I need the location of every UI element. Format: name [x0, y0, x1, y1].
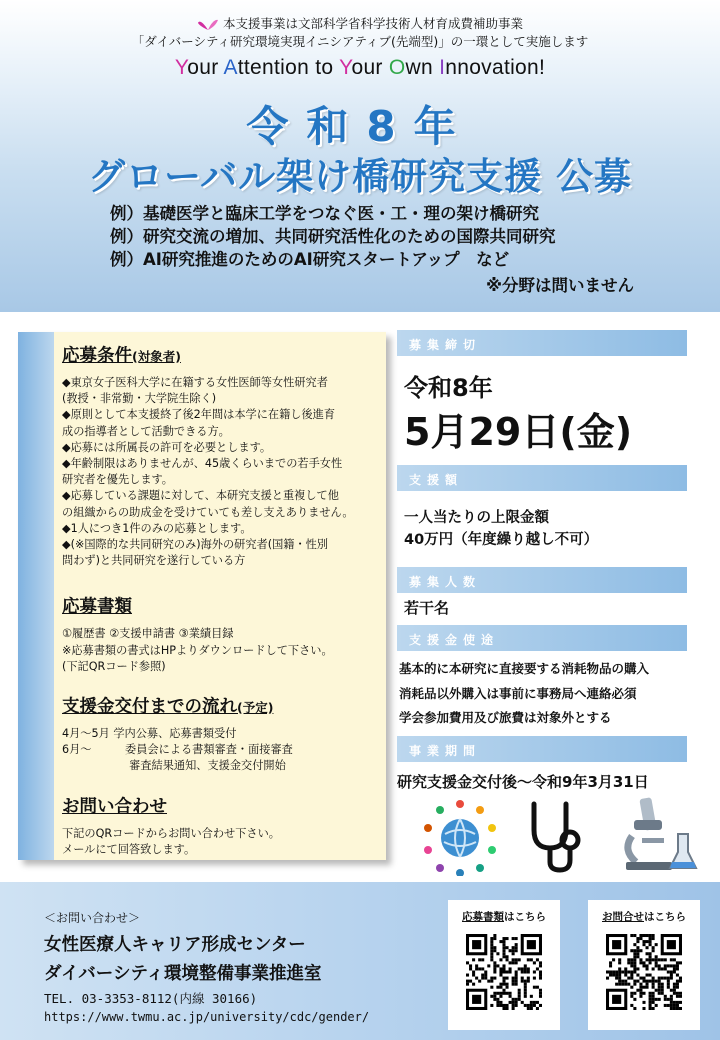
period-label: 事業期間: [397, 736, 687, 762]
deadline-year: 令和8年: [404, 374, 493, 402]
eligibility-line: 問わず)と共同研究を遂行している方: [62, 554, 246, 568]
qr-card-apply[interactable]: [448, 900, 560, 1030]
qr-apply-link[interactable]: 応募書類: [462, 911, 504, 923]
example-item: 例）AI研究推進のためのAI研究スタートアップ など: [110, 250, 510, 269]
eligibility-line: ◆東京女子医科大学に在籍する女性医師等女性研究者: [62, 376, 328, 389]
deadline-date: 5月29日(金): [404, 410, 633, 454]
page-title: グローバル架け橋研究支援 公募: [87, 155, 633, 198]
amount-text: [404, 507, 598, 551]
usage-line: 基本的に本研究に直接要する消耗物品の購入: [399, 661, 650, 676]
slogan-letter: Y: [174, 56, 188, 79]
qr-caption: [588, 909, 700, 924]
amount-label: 支援額: [397, 465, 687, 491]
microscope-icon: [612, 796, 702, 876]
slogan-text: wn: [405, 56, 440, 79]
eligibility-subtitle: (対象者): [132, 349, 181, 364]
usage-label: 支援金使途: [397, 625, 687, 651]
flow-subtitle: (予定): [237, 700, 274, 716]
eligibility-line: ◆(※国際的な共同研究のみ)海外の研究者(国籍・性別: [62, 538, 329, 552]
slogan-text: nnovation!: [445, 56, 546, 79]
footer-center-name: 女性医療人キャリア形成センター: [44, 935, 306, 955]
slogan-letter: A: [223, 56, 238, 79]
eligibility-line: の組織からの助成金を受けていても差し支えありません。: [62, 505, 354, 519]
program-line-2: 「ダイバーシティ研究環境実現イニシアティブ(先端型)」の一環として実施します: [131, 34, 589, 49]
title-year: 令和8年: [246, 102, 474, 151]
flow-line: 審査結果通知、支援金交付開始: [62, 759, 286, 773]
contact-title: お問い合わせ: [62, 796, 167, 817]
eligibility-line: ◆応募している課題に対して、本研究支援と重複して他: [62, 489, 339, 503]
slogan: [0, 56, 720, 80]
panel-accent-bar: [18, 332, 54, 860]
contact-line: 下記のQRコードからお問い合わせ下さい。: [62, 826, 280, 840]
header-banner: [0, 0, 720, 312]
footer-tel: TEL. 03-3353-8112(内線 30166): [44, 991, 258, 1006]
flow-line: 4月～5月 学内公募、応募書類受付: [62, 727, 237, 741]
recruitment-count: 若干名: [404, 599, 450, 617]
butterfly-logo-icon: [197, 18, 219, 32]
example-item: 例）研究交流の増加、共同研究活性化のための国際共同研究: [110, 227, 556, 246]
slogan-text: our: [351, 56, 389, 79]
recruitment-label: 募集人数: [397, 567, 687, 593]
period-value: 研究支援金交付後～令和9年3月31日: [397, 773, 649, 791]
documents-line: ①履歴書 ②支援申請書 ③業績目録: [62, 627, 234, 641]
qr-caption-suffix: はこちら: [504, 911, 546, 923]
qr-caption: [448, 909, 560, 924]
program-line-1: 本支援事業は文部科学省科学技術人材育成費補助事業: [222, 16, 523, 31]
usage-line: 消耗品以外購入は事前に事務局へ連絡必須: [399, 685, 637, 701]
qr-card-contact[interactable]: [588, 900, 700, 1030]
eligibility-line: 成の指導者として活動できる方。: [62, 424, 230, 438]
eligibility-line: ◆年齢制限はありませんが、45歳くらいまでの若手女性: [62, 457, 343, 471]
amount-line: 40万円（年度繰り越し不可）: [404, 532, 599, 548]
footer-office-name: ダイバーシティ環境整備事業推進室: [44, 964, 322, 984]
eligibility-line: ◆原則として本支援終了後2年間は本学に在籍し後進育: [62, 408, 336, 422]
program-statement: [0, 14, 720, 32]
contact-line: メールにて回答致します。: [62, 842, 196, 856]
eligibility-line: (教授・非常勤・大学院生除く): [62, 392, 217, 406]
stethoscope-icon: [524, 796, 584, 876]
conditions-panel: [18, 332, 386, 860]
usage-list: [399, 657, 649, 731]
illustration-row: [420, 796, 700, 876]
documents-title: 応募書類: [62, 597, 132, 618]
eligibility-line: ◆応募には所属長の許可を必要とします。: [62, 440, 272, 454]
slogan-letter: Y: [339, 56, 352, 79]
qr-code-icon[interactable]: [466, 934, 542, 1010]
flow-title-text: 支援金交付までの流れ: [62, 697, 237, 718]
documents-line: ※応募書類の書式はHPよりダウンロードして下さい。: [62, 643, 333, 657]
qr-code-icon[interactable]: [606, 934, 682, 1010]
footer-inquiry-label: ＜お問い合わせ＞: [44, 911, 141, 925]
slogan-text: ttention to: [237, 56, 340, 79]
eligibility-title-text: 応募条件: [62, 346, 132, 366]
documents-line: (下記QRコード参照): [62, 659, 166, 673]
field-note: ※分野は問いません: [485, 276, 634, 295]
usage-line: 学会参加費用及び旅費は対象外とする: [399, 710, 612, 725]
deadline-label: 募集締切: [397, 330, 687, 356]
globe-people-icon: [420, 796, 500, 876]
example-item: 例）基礎医学と臨床工学をつなぐ医・工・理の架け橋研究: [110, 204, 539, 223]
flow-title: [62, 693, 380, 718]
examples-list: [110, 202, 556, 271]
amount-line: 一人当たりの上限金額: [404, 510, 549, 526]
slogan-letter: I: [439, 56, 446, 79]
flow-line: 6月～ 委員会による書類審査・面接審査: [62, 743, 293, 757]
eligibility-line: 研究者を優先します。: [62, 473, 173, 487]
footer-url[interactable]: https://www.twmu.ac.jp/university/cdc/gender/: [44, 1010, 370, 1024]
slogan-letter: O: [388, 56, 406, 79]
qr-contact-link[interactable]: お問合せ: [602, 911, 644, 923]
eligibility-line: ◆1人につき1件のみの応募とします。: [62, 521, 252, 535]
eligibility-title: [62, 342, 380, 367]
slogan-text: our: [187, 56, 224, 79]
qr-caption-suffix: はこちら: [644, 911, 686, 923]
